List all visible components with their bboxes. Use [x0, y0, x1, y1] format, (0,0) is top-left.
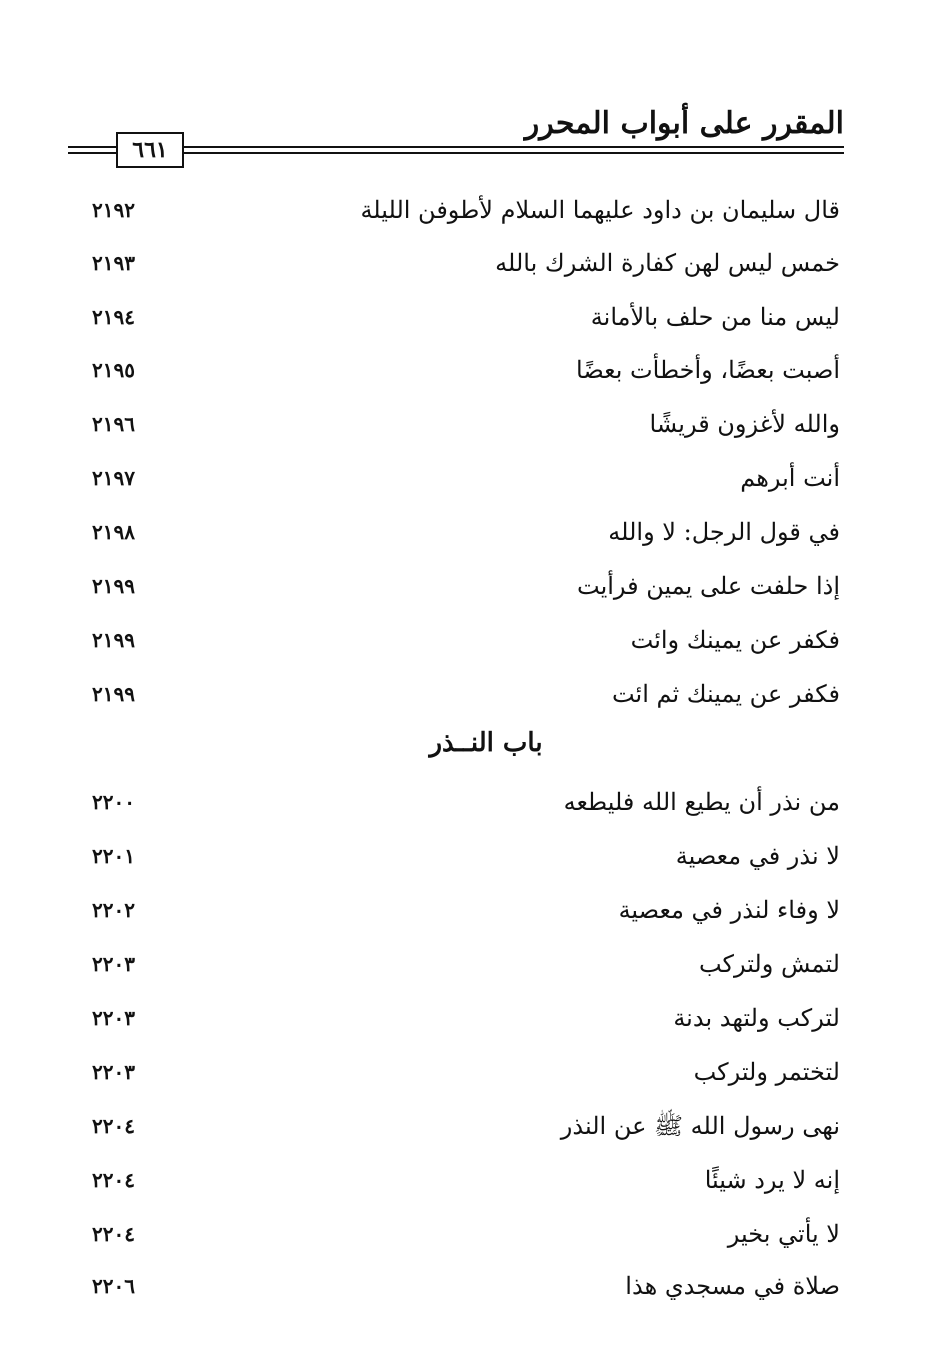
index-entry: [0, 890, 932, 930]
entry-number: ٢٢٠٤: [92, 1168, 135, 1192]
entry-number: ٢١٩٨: [92, 520, 135, 544]
entry-number: ٢٢٠١: [92, 844, 135, 868]
entry-number: ٢١٩٣: [92, 251, 135, 275]
entry-title: لا يأتي بخير: [727, 1220, 840, 1248]
index-entry: [0, 297, 932, 337]
entry-number: ٢١٩٩: [92, 628, 135, 652]
entry-number: ٢٢٠٢: [92, 898, 135, 922]
entry-title: لا نذر في معصية: [675, 842, 840, 870]
index-entry: [0, 512, 932, 552]
page-number: ٦٦١: [116, 132, 184, 168]
entry-title: إذا حلفت على يمين فرأيت: [577, 572, 840, 600]
index-entry: [0, 998, 932, 1038]
index-entry: [0, 620, 932, 660]
entry-number: ٢١٩٧: [92, 466, 135, 490]
index-entry: [0, 1160, 932, 1200]
entry-title: في قول الرجل: لا والله: [608, 518, 840, 546]
index-entry: [0, 1214, 932, 1254]
entry-title: أصبت بعضًا، وأخطأت بعضًا: [576, 356, 840, 384]
entry-title: لا وفاء لنذر في معصية: [618, 896, 840, 924]
entry-title: والله لأغزون قريشًا: [649, 410, 840, 438]
index-entry: [0, 674, 932, 714]
section-heading: باب النــذر: [429, 728, 543, 758]
index-entry: [0, 350, 932, 390]
index-entry: [0, 1052, 932, 1092]
entry-title: لتركب ولتهد بدنة: [673, 1004, 840, 1032]
entry-title: صلاة في مسجدي هذا: [625, 1272, 840, 1300]
entry-number: ٢١٩٩: [92, 574, 135, 598]
entry-title: فكفر عن يمينك وائت: [630, 626, 840, 654]
index-entry: [0, 836, 932, 876]
entry-number: ٢١٩٩: [92, 682, 135, 706]
entry-title: قال سليمان بن داود عليهما السلام لأطوفن الليلة: [360, 196, 840, 224]
entry-title: من نذر أن يطيع الله فليطعه: [563, 788, 840, 816]
entry-title: لتختمر ولتركب: [693, 1058, 840, 1086]
entry-title: نهى رسول الله ﷺ عن النذر: [560, 1112, 840, 1140]
entry-number: ٢٢٠٣: [92, 952, 135, 976]
index-entry: [0, 458, 932, 498]
entry-number: ٢١٩٦: [92, 412, 135, 436]
entry-number: ٢٢٠٤: [92, 1114, 135, 1138]
index-entry: [0, 782, 932, 822]
book-title: المقرر على أبواب المحرر: [524, 106, 844, 141]
entry-title: فكفر عن يمينك ثم ائت: [611, 680, 840, 708]
entry-title: لتمش ولتركب: [698, 950, 840, 978]
entry-number: ٢٢٠٣: [92, 1060, 135, 1084]
entry-number: ٢٢٠٦: [92, 1274, 135, 1298]
entry-title: أنت أبرهم: [740, 464, 840, 492]
index-entry: [0, 404, 932, 444]
entry-number: ٢١٩٥: [92, 358, 135, 382]
entry-title: خمس ليس لهن كفارة الشرك بالله: [495, 249, 840, 277]
index-entry: [0, 243, 932, 283]
entry-number: ٢١٩٤: [92, 305, 135, 329]
index-entry: [0, 944, 932, 984]
header-rule-top: [68, 146, 844, 148]
entry-number: ٢٢٠٠: [92, 790, 135, 814]
entry-title: إنه لا يرد شيئًا: [704, 1166, 840, 1194]
index-entry: [0, 1266, 932, 1306]
index-entry: [0, 190, 932, 230]
index-entry: [0, 566, 932, 606]
entry-number: ٢٢٠٤: [92, 1222, 135, 1246]
entry-number: ٢١٩٢: [92, 198, 135, 222]
header-rule-bottom: [68, 152, 844, 154]
index-entry: [0, 1106, 932, 1146]
entry-number: ٢٢٠٣: [92, 1006, 135, 1030]
entry-title: ليس منا من حلف بالأمانة: [590, 303, 840, 331]
